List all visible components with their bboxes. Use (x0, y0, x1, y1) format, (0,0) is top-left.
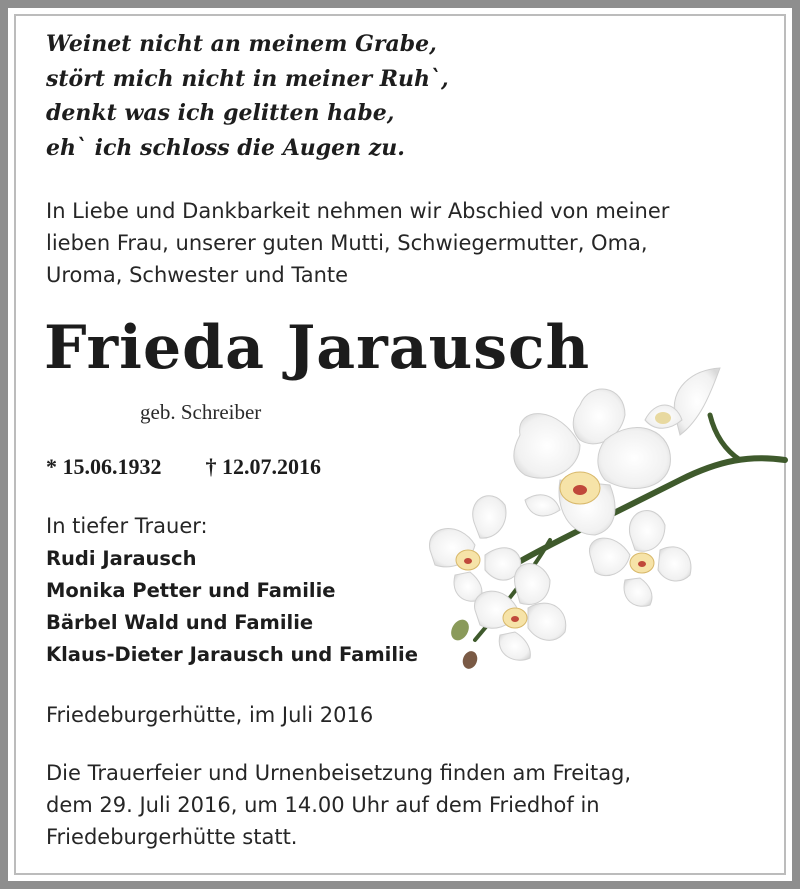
poem-line: stört mich nicht in meiner Ruh`, (46, 65, 449, 92)
mourner-name: Rudi Jarausch (46, 547, 197, 570)
mourner-name: Klaus-Dieter Jarausch und Familie (46, 643, 418, 666)
poem (46, 27, 449, 165)
ceremony-line: Die Trauerfeier und Urnenbeisetzung finden am Freitag, (46, 761, 632, 785)
poem-line: denkt was ich gelitten habe, (46, 100, 395, 126)
mourners-label: In tiefer Trauer: (46, 514, 208, 538)
mourner-name: Monika Petter und Familie (46, 579, 336, 602)
ceremony-line: dem 29. Juli 2016, um 14.00 Uhr auf dem Friedhof in (46, 793, 600, 817)
intro-line: Uroma, Schwester und Tante (46, 263, 349, 287)
orchid-bloom (645, 368, 720, 435)
life-dates (46, 453, 321, 481)
mourner-name: Bärbel Wald und Familie (46, 611, 314, 634)
birth-date: * 15.06.1932 (46, 454, 162, 479)
deceased-name: Frieda Jarausch (44, 313, 591, 383)
intro-line: In Liebe und Dankbarkeit nehmen wir Abschied von meiner (46, 199, 670, 223)
orchid-icon (420, 360, 790, 680)
intro-line: lieben Frau, unserer guten Mutti, Schwiegermutter, Oma, (46, 231, 648, 255)
orchid-bloom (430, 496, 521, 602)
mourners-list (46, 543, 418, 671)
intro-text (46, 195, 766, 291)
death-date: † 12.07.2016 (205, 454, 321, 479)
maiden-name: geb. Schreiber (140, 400, 262, 424)
poem-line: Weinet nicht an meinem Grabe, (46, 31, 437, 57)
poem-line: eh` ich schloss die Augen zu. (46, 134, 405, 161)
orchid-bloom (475, 564, 566, 661)
place-date: Friedeburgerhütte, im Juli 2016 (46, 703, 374, 727)
ceremony-line: Friedeburgerhütte statt. (46, 825, 298, 849)
ceremony-text (46, 757, 766, 853)
